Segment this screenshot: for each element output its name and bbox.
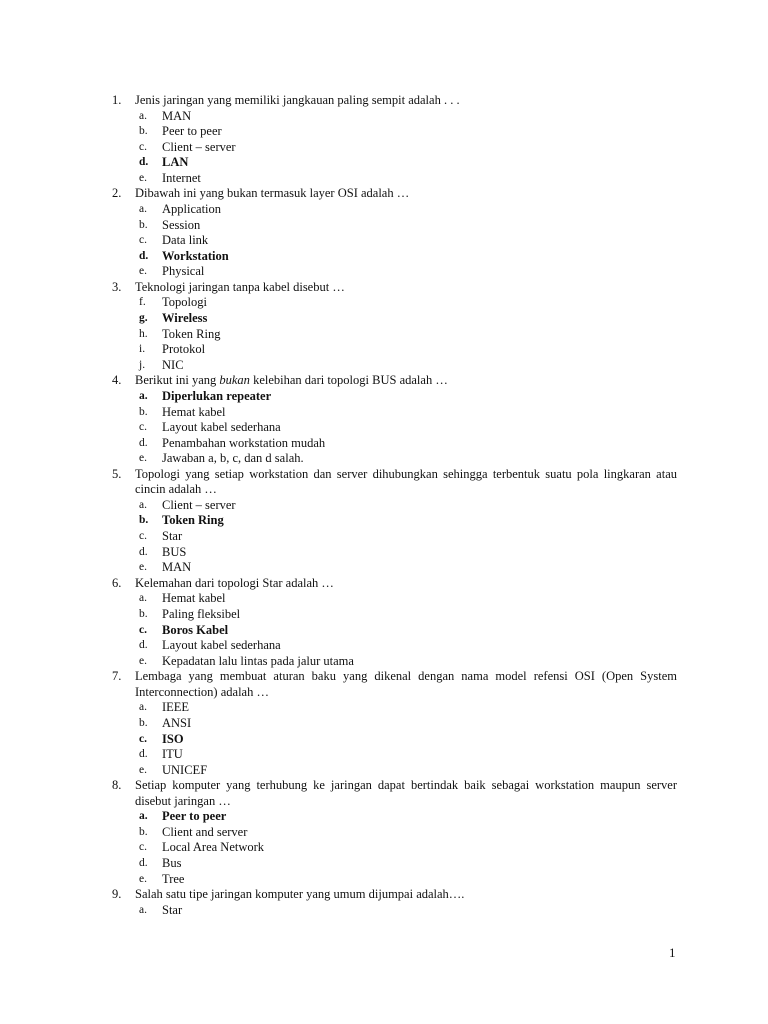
option-text: ANSI	[162, 715, 192, 730]
question-text-part: Setiap komputer yang terhubung ke jaringan dapat bertindak baik sebagai workstation maupun server disebut jaringan …	[135, 778, 677, 808]
option-letter: b.	[139, 607, 148, 620]
option-letter: e.	[139, 654, 147, 667]
option-text: Client – server	[162, 139, 236, 154]
option-text: Paling fleksibel	[162, 606, 241, 621]
answer-option	[0, 732, 768, 748]
option-text: Layout kabel sederhana	[162, 420, 281, 435]
option-letter: a.	[139, 389, 148, 402]
option-text: Kepadatan lalu lintas pada jalur utama	[162, 653, 354, 668]
option-item	[0, 607, 768, 623]
option-letter: d.	[139, 545, 148, 558]
question-item	[0, 93, 768, 186]
option-letter: d.	[139, 156, 149, 169]
option-text: Penambahan workstation mudah	[162, 435, 326, 450]
option-item	[0, 903, 768, 919]
option-letter: c.	[139, 841, 147, 854]
option-item	[0, 109, 768, 125]
option-text: Protokol	[162, 342, 206, 357]
question-text-part: Berikut ini yang	[135, 373, 220, 388]
option-letter: e.	[139, 561, 147, 574]
option-text: Internet	[162, 170, 201, 185]
question-list	[0, 93, 768, 918]
option-letter: f.	[139, 296, 146, 309]
option-letter: a.	[139, 498, 147, 511]
option-text: Topologi	[162, 295, 207, 310]
option-text: LAN	[162, 155, 189, 170]
option-letter: e.	[139, 171, 147, 184]
option-letter: c.	[139, 421, 147, 434]
option-item	[0, 763, 768, 779]
option-letter: d.	[139, 639, 148, 652]
option-letter: a.	[139, 202, 147, 215]
question-row	[0, 669, 768, 700]
option-text: MAN	[162, 108, 192, 123]
question-text-part: Salah satu tipe jaringan komputer yang umum dijumpai adalah….	[135, 887, 465, 902]
option-text: Data link	[162, 233, 209, 248]
option-letter: b.	[139, 405, 148, 418]
option-item	[0, 545, 768, 561]
option-item	[0, 716, 768, 732]
option-item	[0, 327, 768, 343]
option-letter: e.	[139, 763, 147, 776]
question-text-part: Jenis jaringan yang memiliki jangkauan paling sempit adalah . . .	[135, 93, 460, 107]
answer-option	[0, 623, 768, 639]
option-item	[0, 747, 768, 763]
question-text	[135, 373, 677, 389]
option-text: ISO	[162, 731, 184, 746]
option-list	[0, 202, 768, 280]
option-item	[0, 872, 768, 888]
question-text-part: Kelemahan dari topologi Star adalah …	[135, 575, 334, 590]
question-item	[0, 887, 768, 918]
option-letter: a.	[139, 592, 147, 605]
answer-option	[0, 249, 768, 265]
option-item	[0, 358, 768, 374]
question-item	[0, 669, 768, 778]
option-letter: c.	[139, 234, 147, 247]
question-item	[0, 467, 768, 576]
option-item	[0, 825, 768, 841]
option-item	[0, 451, 768, 467]
option-text: Bus	[162, 856, 182, 871]
option-text: Boros Kabel	[162, 622, 229, 637]
question-text-part: Lembaga yang membuat aturan baku yang dikenal dengan nama model refensi OSI (Open System Interconnection) adalah …	[135, 669, 677, 699]
question-text	[135, 186, 677, 202]
question-row	[0, 93, 768, 109]
option-text: Layout kabel sederhana	[162, 638, 281, 653]
option-text: Jawaban a, b, c, dan d salah.	[162, 451, 304, 466]
option-letter: e.	[139, 872, 147, 885]
question-number: 7.	[112, 669, 122, 684]
option-item	[0, 295, 768, 311]
option-item	[0, 529, 768, 545]
option-text: Wireless	[162, 311, 208, 326]
option-letter: d.	[139, 436, 148, 449]
question-text	[135, 93, 677, 109]
option-item	[0, 654, 768, 670]
question-number: 5.	[112, 466, 122, 481]
option-text: Session	[162, 217, 201, 232]
option-letter: b.	[139, 716, 148, 729]
question-row	[0, 373, 768, 389]
option-text: Workstation	[162, 248, 229, 263]
question-row	[0, 467, 768, 498]
option-letter: a.	[139, 903, 147, 916]
question-text-part: Topologi yang setiap workstation dan server dihubungkan sehingga terbentuk suatu pola lingkaran atau cincin adalah …	[135, 466, 677, 497]
option-letter: d.	[139, 857, 148, 870]
option-item	[0, 591, 768, 607]
option-item	[0, 840, 768, 856]
option-letter: c.	[139, 530, 147, 543]
option-text: Tree	[162, 871, 185, 886]
option-item	[0, 700, 768, 716]
option-text: Diperlukan repeater	[162, 388, 272, 403]
question-item	[0, 186, 768, 279]
option-letter: h.	[139, 327, 148, 340]
option-letter: g.	[139, 312, 148, 325]
question-text	[135, 467, 677, 498]
option-text: BUS	[162, 544, 187, 559]
option-text: Physical	[162, 264, 205, 279]
option-list	[0, 700, 768, 778]
option-text: Token Ring	[162, 326, 221, 341]
page-number: 1	[669, 945, 676, 960]
option-item	[0, 218, 768, 234]
option-letter: a.	[139, 109, 147, 122]
option-text: Client and server	[162, 824, 248, 839]
option-text: Client – server	[162, 497, 236, 512]
option-letter: c.	[139, 623, 147, 636]
option-text: UNICEF	[162, 762, 208, 777]
question-item	[0, 280, 768, 373]
option-letter: c.	[139, 140, 147, 153]
question-text	[135, 778, 677, 809]
option-item	[0, 202, 768, 218]
answer-option	[0, 155, 768, 171]
option-list	[0, 809, 768, 887]
answer-option	[0, 513, 768, 529]
option-item	[0, 264, 768, 280]
option-text: Peer to peer	[162, 124, 222, 139]
option-letter: d.	[139, 249, 149, 262]
option-item	[0, 171, 768, 187]
option-text: MAN	[162, 560, 192, 575]
option-item	[0, 405, 768, 421]
question-row	[0, 576, 768, 592]
option-letter: d.	[139, 748, 148, 761]
option-letter: e.	[139, 265, 147, 278]
question-row	[0, 887, 768, 903]
option-item	[0, 342, 768, 358]
option-item	[0, 638, 768, 654]
question-item	[0, 373, 768, 466]
option-letter: b.	[139, 514, 149, 527]
question-text	[135, 280, 677, 296]
option-letter: a.	[139, 810, 148, 823]
option-letter: j.	[139, 358, 146, 371]
option-letter: b.	[139, 825, 148, 838]
question-row	[0, 778, 768, 809]
option-text: Star	[162, 902, 183, 917]
question-text-emphasis: bukan	[219, 373, 250, 388]
option-text: Peer to peer	[162, 809, 227, 824]
option-list	[0, 498, 768, 576]
option-item	[0, 140, 768, 156]
option-item	[0, 498, 768, 514]
option-letter: e.	[139, 452, 147, 465]
option-text: Hemat kabel	[162, 591, 226, 606]
option-list	[0, 591, 768, 669]
option-letter: i.	[139, 343, 146, 356]
question-number: 9.	[112, 887, 122, 902]
answer-option	[0, 389, 768, 405]
question-number: 4.	[112, 373, 122, 388]
option-item	[0, 124, 768, 140]
option-text: IEEE	[162, 700, 190, 715]
question-item	[0, 778, 768, 887]
answer-option	[0, 311, 768, 327]
question-number: 3.	[112, 279, 122, 294]
option-letter: b.	[139, 218, 148, 231]
question-number: 6.	[112, 575, 122, 590]
option-text: Application	[162, 201, 222, 216]
option-text: Local Area Network	[162, 840, 265, 855]
option-text: NIC	[162, 357, 184, 372]
option-list	[0, 109, 768, 187]
answer-option	[0, 809, 768, 825]
option-item	[0, 560, 768, 576]
question-item	[0, 576, 768, 669]
option-text: Star	[162, 529, 183, 544]
question-row	[0, 186, 768, 202]
option-letter: c.	[139, 732, 147, 745]
question-number: 2.	[112, 186, 122, 201]
option-text: ITU	[162, 747, 183, 762]
option-item	[0, 420, 768, 436]
option-text: Hemat kabel	[162, 404, 226, 419]
option-item	[0, 436, 768, 452]
option-list	[0, 903, 768, 919]
question-text	[135, 887, 677, 903]
question-number: 8.	[112, 778, 122, 793]
option-letter: a.	[139, 701, 147, 714]
option-list	[0, 389, 768, 467]
option-list	[0, 295, 768, 373]
question-text-part: kelebihan dari topologi BUS adalah …	[249, 373, 448, 388]
question-text-part: Dibawah ini yang bukan termasuk layer OSI adalah …	[135, 186, 410, 201]
option-letter: b.	[139, 125, 148, 138]
question-row	[0, 280, 768, 296]
question-text-part: Teknologi jaringan tanpa kabel disebut …	[135, 279, 345, 294]
question-text	[135, 669, 677, 700]
option-item	[0, 233, 768, 249]
option-item	[0, 856, 768, 872]
question-text	[135, 576, 677, 592]
option-text: Token Ring	[162, 513, 224, 528]
question-number: 1.	[112, 93, 122, 107]
